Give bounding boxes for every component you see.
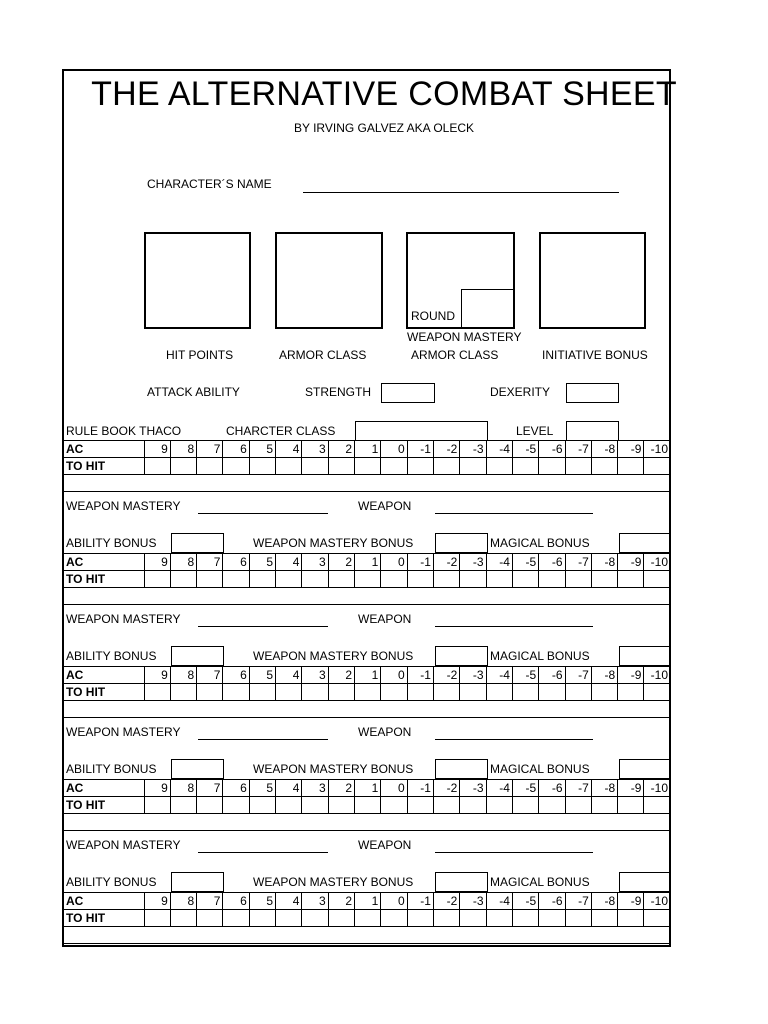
to-hit-cell[interactable] [565,910,591,927]
table-spacer-row [64,927,671,944]
ac-value: 7 [197,893,223,910]
ac-value: -2 [433,554,459,571]
to-hit-cell[interactable] [328,910,354,927]
ac-value: 9 [144,667,170,684]
to-hit-cell[interactable] [407,910,433,927]
ability-bonus-field[interactable] [171,646,224,666]
to-hit-cell[interactable] [302,797,328,814]
ac-value: -1 [407,780,433,797]
ac-value: -5 [512,893,538,910]
weapon-field[interactable] [435,852,593,853]
ac-value: 0 [381,780,407,797]
to-hit-cell[interactable] [249,684,275,701]
to-hit-cell[interactable] [302,458,328,475]
ac-value: 5 [249,893,275,910]
rule-book-thaco-label: RULE BOOK THACO [66,424,182,438]
armor-class-box[interactable] [275,232,383,329]
ac-value: 9 [144,554,170,571]
to-hit-cell[interactable] [591,910,617,927]
ac-value: -3 [460,441,486,458]
to-hit-cell[interactable] [539,797,565,814]
to-hit-cell[interactable] [644,458,671,475]
to-hit-cell[interactable] [433,684,459,701]
ac-value: 9 [144,780,170,797]
ac-value: -8 [591,780,617,797]
to-hit-cell[interactable] [276,571,302,588]
ac-value: -5 [512,554,538,571]
ac-value: 6 [223,441,249,458]
ac-value: 2 [328,667,354,684]
magical-bonus-label: MAGICAL BONUS [490,762,590,776]
initiative-bonus-box[interactable] [539,232,646,329]
weapon-mastery-bonus-label: WEAPON MASTERY BONUS [253,536,414,550]
weapon-mastery-label: WEAPON MASTERY [66,838,181,852]
character-name-field[interactable] [303,192,619,193]
weapon-field[interactable] [435,739,593,740]
ac-value: -8 [591,441,617,458]
attack-ability-label: ATTACK ABILITY [147,385,240,399]
to-hit-cell[interactable] [618,910,644,927]
ac-value: -7 [565,554,591,571]
ac-value: 8 [170,554,196,571]
to-hit-cell[interactable] [170,684,196,701]
weapon-mastery-label: WEAPON MASTERY [66,499,181,513]
ac-value: 5 [249,441,275,458]
to-hit-cell[interactable] [407,797,433,814]
to-hit-cell[interactable] [539,458,565,475]
to-hit-cell[interactable] [618,684,644,701]
ability-bonus-field[interactable] [171,533,224,553]
weapon-field[interactable] [435,626,593,627]
ac-value: 8 [170,893,196,910]
ac-value: 6 [223,893,249,910]
ac-value: 1 [355,780,381,797]
to-hit-table [64,553,671,605]
ac-value: 2 [328,441,354,458]
ac-value: 3 [302,893,328,910]
page-subtitle: BY IRVING GALVEZ AKA OLECK [293,121,475,135]
ac-value: -10 [644,554,671,571]
ac-value: 1 [355,441,381,458]
ac-value: -9 [618,893,644,910]
character-class-field[interactable] [355,421,488,441]
to-hit-row-label: TO HIT [64,458,144,475]
to-hit-cell[interactable] [223,571,249,588]
ac-value: -4 [486,893,512,910]
ac-value: 0 [381,893,407,910]
to-hit-cell[interactable] [328,797,354,814]
to-hit-cell[interactable] [144,797,170,814]
ac-value: -6 [539,441,565,458]
to-hit-cell[interactable] [197,571,223,588]
to-hit-cell[interactable] [644,910,671,927]
ac-value: 1 [355,554,381,571]
ac-value: -5 [512,780,538,797]
to-hit-cell[interactable] [591,458,617,475]
to-hit-cell[interactable] [618,797,644,814]
to-hit-cell[interactable] [249,797,275,814]
to-hit-cell[interactable] [591,571,617,588]
ac-value: -1 [407,893,433,910]
ac-value: -4 [486,554,512,571]
to-hit-cell[interactable] [539,571,565,588]
to-hit-cell[interactable] [381,684,407,701]
to-hit-cell[interactable] [381,571,407,588]
to-hit-cell[interactable] [223,458,249,475]
hit-points-label: HIT POINTS [166,348,234,362]
ac-value: -3 [460,667,486,684]
ac-value: 3 [302,667,328,684]
ac-value: 2 [328,780,354,797]
to-hit-cell[interactable] [512,910,538,927]
ac-value: -1 [407,667,433,684]
ac-row-label: AC [64,554,144,571]
ac-value: -2 [433,441,459,458]
to-hit-cell[interactable] [328,571,354,588]
ac-value: -6 [539,893,565,910]
ac-value: 8 [170,667,196,684]
page-title: THE ALTERNATIVE COMBAT SHEET [91,75,677,113]
magical-bonus-label: MAGICAL BONUS [490,649,590,663]
to-hit-cell[interactable] [381,797,407,814]
to-hit-cell[interactable] [144,458,170,475]
to-hit-cell[interactable] [644,797,671,814]
section-divider [62,491,671,492]
weapon-mastery-label: WEAPON MASTERY [66,612,181,626]
to-hit-cell[interactable] [486,571,512,588]
to-hit-cell[interactable] [249,571,275,588]
to-hit-cell[interactable] [170,910,196,927]
ac-value: -9 [618,780,644,797]
to-hit-cell[interactable] [591,684,617,701]
to-hit-cell[interactable] [565,571,591,588]
to-hit-cell[interactable] [591,797,617,814]
ac-value: -8 [591,667,617,684]
ac-value: -2 [433,893,459,910]
to-hit-cell[interactable] [512,458,538,475]
to-hit-cell[interactable] [460,571,486,588]
to-hit-cell[interactable] [407,458,433,475]
to-hit-cell[interactable] [539,684,565,701]
ac-value: -7 [565,441,591,458]
to-hit-cell[interactable] [249,910,275,927]
ac-value: -4 [486,780,512,797]
to-hit-cell[interactable] [433,571,459,588]
to-hit-table [64,892,671,944]
round-box[interactable] [461,289,514,328]
ac-value: 8 [170,441,196,458]
ac-value: 2 [328,893,354,910]
to-hit-cell[interactable] [460,684,486,701]
ability-bonus-field[interactable] [171,759,224,779]
to-hit-cell[interactable] [355,571,381,588]
to-hit-cell[interactable] [644,571,671,588]
to-hit-cell[interactable] [644,684,671,701]
weapon-mastery-field[interactable] [198,739,328,740]
to-hit-cell[interactable] [618,571,644,588]
ac-value: 6 [223,554,249,571]
to-hit-cell[interactable] [197,797,223,814]
ac-value: 2 [328,554,354,571]
character-class-label: CHARCTER CLASS [226,424,336,438]
to-hit-cell[interactable] [276,910,302,927]
to-hit-cell[interactable] [170,458,196,475]
weapon-mastery-bonus-field[interactable] [435,533,488,553]
ac-value: 4 [276,554,302,571]
to-hit-cell[interactable] [460,910,486,927]
level-field[interactable] [566,421,619,441]
to-hit-cell[interactable] [407,571,433,588]
wm-armor-class-label: ARMOR CLASS [411,348,499,362]
ac-value: -3 [460,554,486,571]
ac-value: 4 [276,893,302,910]
ac-value: 6 [223,780,249,797]
magical-bonus-label: MAGICAL BONUS [490,536,590,550]
ac-value: -10 [644,893,671,910]
ac-value: -4 [486,441,512,458]
ac-value: -2 [433,667,459,684]
weapon-mastery-bonus-field[interactable] [435,646,488,666]
ac-value: 3 [302,780,328,797]
ac-value: 7 [197,780,223,797]
dexerity-label: DEXERITY [490,385,551,399]
ac-value: 7 [197,667,223,684]
to-hit-cell[interactable] [486,458,512,475]
ac-row-label: AC [64,780,144,797]
to-hit-cell[interactable] [433,458,459,475]
to-hit-cell[interactable] [144,910,170,927]
to-hit-cell[interactable] [302,684,328,701]
ac-value: 0 [381,667,407,684]
to-hit-table [64,779,671,831]
magical-bonus-field[interactable] [619,872,671,892]
ac-value: -9 [618,554,644,571]
to-hit-row-label: TO HIT [64,910,144,927]
magical-bonus-field[interactable] [619,533,671,553]
to-hit-cell[interactable] [170,797,196,814]
ac-value: 0 [381,441,407,458]
strength-field[interactable] [381,383,435,403]
ac-value: 9 [144,441,170,458]
to-hit-cell[interactable] [433,910,459,927]
to-hit-cell[interactable] [223,910,249,927]
ac-row-label: AC [64,441,144,458]
ability-bonus-label: ABILITY BONUS [66,762,157,776]
initiative-bonus-label: INITIATIVE BONUS [542,348,648,362]
to-hit-cell[interactable] [223,684,249,701]
to-hit-cell[interactable] [197,458,223,475]
to-hit-cell[interactable] [144,684,170,701]
ac-value: 9 [144,893,170,910]
to-hit-row-label: TO HIT [64,684,144,701]
ac-value: -10 [644,780,671,797]
to-hit-cell[interactable] [512,797,538,814]
ac-value: 5 [249,780,275,797]
ac-value: -2 [433,780,459,797]
weapon-mastery-bonus-field[interactable] [435,759,488,779]
character-name-label: CHARACTER´S NAME [147,177,272,191]
section-divider [62,604,671,605]
ability-bonus-label: ABILITY BONUS [66,649,157,663]
to-hit-cell[interactable] [433,797,459,814]
ac-value: 6 [223,667,249,684]
ac-value: -1 [407,441,433,458]
weapon-label: WEAPON [358,725,412,739]
to-hit-cell[interactable] [486,684,512,701]
ac-value: 7 [197,554,223,571]
section-divider [62,830,671,831]
ac-value: -6 [539,780,565,797]
strength-label: STRENGTH [305,385,371,399]
to-hit-cell[interactable] [197,684,223,701]
round-label: ROUND [411,309,455,323]
to-hit-cell[interactable] [486,797,512,814]
ac-value: -3 [460,893,486,910]
weapon-mastery-bonus-label: WEAPON MASTERY BONUS [253,875,414,889]
ac-value: -3 [460,780,486,797]
ac-value: 5 [249,667,275,684]
to-hit-cell[interactable] [144,571,170,588]
to-hit-cell[interactable] [512,571,538,588]
magical-bonus-field[interactable] [619,759,671,779]
to-hit-row-label: TO HIT [64,797,144,814]
ac-value: -7 [565,893,591,910]
ac-value: 4 [276,441,302,458]
ac-value: 1 [355,667,381,684]
to-hit-cell[interactable] [276,458,302,475]
to-hit-cell[interactable] [355,458,381,475]
to-hit-row-label: TO HIT [64,571,144,588]
weapon-label: WEAPON [358,612,412,626]
table-spacer-row [64,701,671,718]
ac-value: -10 [644,441,671,458]
ac-value: -5 [512,667,538,684]
ability-bonus-label: ABILITY BONUS [66,875,157,889]
to-hit-cell[interactable] [302,571,328,588]
section-divider [62,717,671,718]
ability-bonus-field[interactable] [171,872,224,892]
to-hit-cell[interactable] [249,458,275,475]
hit-points-box[interactable] [144,232,251,329]
ac-value: 4 [276,667,302,684]
ac-row-label: AC [64,667,144,684]
weapon-mastery-bonus-label: WEAPON MASTERY BONUS [253,649,414,663]
to-hit-cell[interactable] [381,910,407,927]
to-hit-cell[interactable] [618,458,644,475]
ac-value: 0 [381,554,407,571]
ac-value: -6 [539,554,565,571]
ac-value: -1 [407,554,433,571]
ac-value: 3 [302,441,328,458]
magical-bonus-field[interactable] [619,646,671,666]
table-spacer-row [64,475,671,492]
to-hit-cell[interactable] [302,910,328,927]
to-hit-cell[interactable] [355,684,381,701]
ac-value: -8 [591,893,617,910]
weapon-mastery-field[interactable] [198,513,328,514]
ac-value: 7 [197,441,223,458]
weapon-label: WEAPON [358,838,412,852]
table-spacer-row [64,814,671,831]
ac-value: -10 [644,667,671,684]
ac-value: 1 [355,893,381,910]
to-hit-cell[interactable] [355,910,381,927]
to-hit-cell[interactable] [407,684,433,701]
to-hit-cell[interactable] [381,458,407,475]
ac-value: 3 [302,554,328,571]
ac-value: 4 [276,780,302,797]
to-hit-cell[interactable] [355,797,381,814]
to-hit-cell[interactable] [565,684,591,701]
table-spacer-row [64,588,671,605]
armor-class-label: ARMOR CLASS [279,348,367,362]
magical-bonus-label: MAGICAL BONUS [490,875,590,889]
weapon-mastery-field[interactable] [198,852,328,853]
ac-value: 5 [249,554,275,571]
to-hit-cell[interactable] [565,797,591,814]
dexerity-field[interactable] [566,383,619,403]
ac-value: -7 [565,780,591,797]
ac-value: -5 [512,441,538,458]
to-hit-table [64,666,671,718]
ac-value: -9 [618,667,644,684]
to-hit-cell[interactable] [539,910,565,927]
ac-value: -8 [591,554,617,571]
weapon-mastery-label: WEAPON MASTERY [66,725,181,739]
weapon-field[interactable] [435,513,593,514]
to-hit-table [64,440,671,492]
to-hit-cell[interactable] [276,684,302,701]
weapon-mastery-label: WEAPON MASTERY [407,330,522,344]
ability-bonus-label: ABILITY BONUS [66,536,157,550]
weapon-mastery-bonus-field[interactable] [435,872,488,892]
ac-value: -7 [565,667,591,684]
to-hit-cell[interactable] [197,910,223,927]
to-hit-cell[interactable] [328,684,354,701]
ac-value: -6 [539,667,565,684]
weapon-mastery-bonus-label: WEAPON MASTERY BONUS [253,762,414,776]
to-hit-cell[interactable] [460,458,486,475]
to-hit-cell[interactable] [512,684,538,701]
to-hit-cell[interactable] [328,458,354,475]
to-hit-cell[interactable] [170,571,196,588]
weapon-mastery-field[interactable] [198,626,328,627]
to-hit-cell[interactable] [565,458,591,475]
to-hit-cell[interactable] [486,910,512,927]
ac-row-label: AC [64,893,144,910]
ac-value: -4 [486,667,512,684]
to-hit-cell[interactable] [276,797,302,814]
to-hit-cell[interactable] [460,797,486,814]
to-hit-cell[interactable] [223,797,249,814]
weapon-label: WEAPON [358,499,412,513]
level-label: LEVEL [516,424,554,438]
ac-value: 8 [170,780,196,797]
ac-value: -9 [618,441,644,458]
